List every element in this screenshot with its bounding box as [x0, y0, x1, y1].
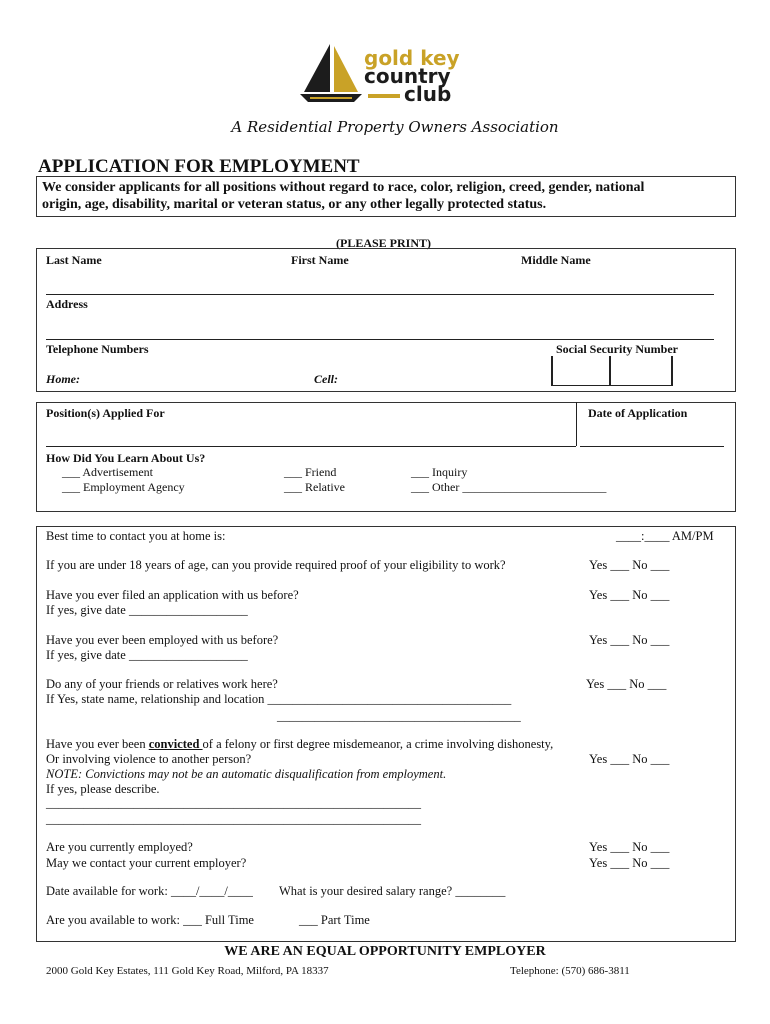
position-input-line[interactable] — [46, 446, 576, 447]
key-icon — [368, 94, 400, 98]
address-input-line[interactable] — [46, 339, 714, 340]
q-employed-before: Have you ever been employed with us before? — [46, 633, 279, 647]
label-telephone-numbers: Telephone Numbers — [46, 342, 149, 356]
sailboat-icon — [296, 40, 366, 106]
label-ssn: Social Security Number — [556, 342, 678, 356]
footer-address: 2000 Gold Key Estates, 111 Gold Key Road, Milford, PA 18337 — [46, 965, 329, 977]
personal-info-box — [36, 248, 736, 392]
q-friends-state[interactable]: If Yes, state name, relationship and location _______________________________________ — [46, 692, 512, 706]
learn-relative[interactable]: ___ Relative — [284, 480, 345, 494]
position-divider — [576, 402, 577, 446]
label-last-name: Last Name — [46, 253, 102, 267]
label-first-name: First Name — [291, 253, 349, 267]
eoe-statement: WE ARE AN EQUAL OPPORTUNITY EMPLOYER — [224, 944, 546, 959]
q-contact-employer: May we contact your current employer? — [46, 856, 247, 870]
q-best-time-answer[interactable]: ____:____ AM/PM — [616, 529, 714, 543]
q-contact-employer-yes-no[interactable]: Yes ___ No ___ — [589, 856, 670, 870]
logo-text-country: country — [364, 64, 451, 88]
q-date-available[interactable]: Date available for work: ____/____/____ — [46, 884, 253, 898]
ssn-divider-3 — [671, 356, 673, 386]
q-filed-give-date[interactable]: If yes, give date ___________________ — [46, 603, 248, 617]
logo-text-club: club — [404, 82, 452, 106]
label-address: Address — [46, 297, 88, 311]
q-available-full-time[interactable]: Are you available to work: ___ Full Time — [46, 913, 254, 927]
q-friends-work: Do any of your friends or relatives work here? — [46, 677, 278, 691]
ssn-divider-2 — [609, 356, 611, 386]
q-currently-employed-yes-no[interactable]: Yes ___ No ___ — [589, 840, 670, 854]
logo — [296, 40, 486, 110]
q-describe-line-1[interactable]: ____________________________________________________________ — [46, 796, 421, 810]
q-describe-line-2[interactable]: ____________________________________________________________ — [46, 812, 421, 826]
label-cell[interactable]: Cell: — [314, 372, 338, 386]
q-filed-before: Have you ever filed an application with us before? — [46, 588, 299, 602]
q-friends-work-yes-no[interactable]: Yes ___ No ___ — [586, 677, 667, 691]
q-convicted-line-2: Or involving violence to another person? — [46, 752, 252, 766]
learn-advertisement[interactable]: ___ Advertisement — [62, 465, 153, 479]
q-filed-before-yes-no[interactable]: Yes ___ No ___ — [589, 588, 670, 602]
learn-employment-agency[interactable]: ___ Employment Agency — [62, 480, 185, 494]
q-convicted — [46, 737, 553, 752]
label-positions: Position(s) Applied For — [46, 406, 165, 420]
q-convicted-word: convicted — [148, 737, 203, 751]
logo-text-gold-key: gold key — [364, 46, 460, 70]
q-convicted-yes-no[interactable]: Yes ___ No ___ — [589, 752, 670, 766]
learn-friend[interactable]: ___ Friend — [284, 465, 337, 479]
ssn-divider-1 — [551, 356, 553, 386]
label-middle-name: Middle Name — [521, 253, 591, 267]
q-available-part-time[interactable]: ___ Part Time — [299, 913, 370, 927]
q-under-18-yes-no[interactable]: Yes ___ No ___ — [589, 558, 670, 572]
tagline: A Residential Property Owners Association — [231, 118, 559, 136]
q-employed-give-date[interactable]: If yes, give date ___________________ — [46, 648, 248, 662]
q-convicted-describe: If yes, please describe. — [46, 782, 160, 796]
page-title: APPLICATION FOR EMPLOYMENT — [38, 156, 360, 177]
q-employed-before-yes-no[interactable]: Yes ___ No ___ — [589, 633, 670, 647]
date-of-application-input-line[interactable] — [580, 446, 724, 447]
name-input-line[interactable] — [46, 294, 714, 295]
learn-heading: How Did You Learn About Us? — [46, 451, 206, 465]
ssn-input-line[interactable] — [551, 385, 673, 386]
label-home[interactable]: Home: — [46, 372, 80, 386]
q-convicted-pre: Have you ever been — [46, 737, 149, 751]
disclaimer-line-2: origin, age, disability, marital or veteran status, or any other legally protected status. — [42, 197, 547, 212]
q-under-18: If you are under 18 years of age, can you provide required proof of your eligibility to work? — [46, 558, 506, 572]
q-friends-state-line-2[interactable]: _______________________________________ — [277, 709, 521, 723]
q-convicted-note: NOTE: Convictions may not be an automatic disqualification from employment. — [46, 767, 447, 781]
footer-telephone: Telephone: (570) 686-3811 — [510, 965, 630, 977]
label-date-of-application: Date of Application — [588, 406, 688, 420]
learn-other[interactable]: ___ Other ________________________ — [411, 480, 607, 494]
q-salary[interactable]: What is your desired salary range? ________ — [279, 884, 506, 898]
q-best-time: Best time to contact you at home is: — [46, 529, 226, 543]
q-convicted-post: of a felony or first degree misdemeanor, a crime involving dishonesty, — [202, 737, 554, 751]
please-print: (PLEASE PRINT) — [336, 236, 432, 250]
q-currently-employed: Are you currently employed? — [46, 840, 193, 854]
learn-inquiry[interactable]: ___ Inquiry — [411, 465, 468, 479]
disclaimer-line-1: We consider applicants for all positions without regard to race, color, religion, creed, gender, national — [42, 180, 645, 195]
